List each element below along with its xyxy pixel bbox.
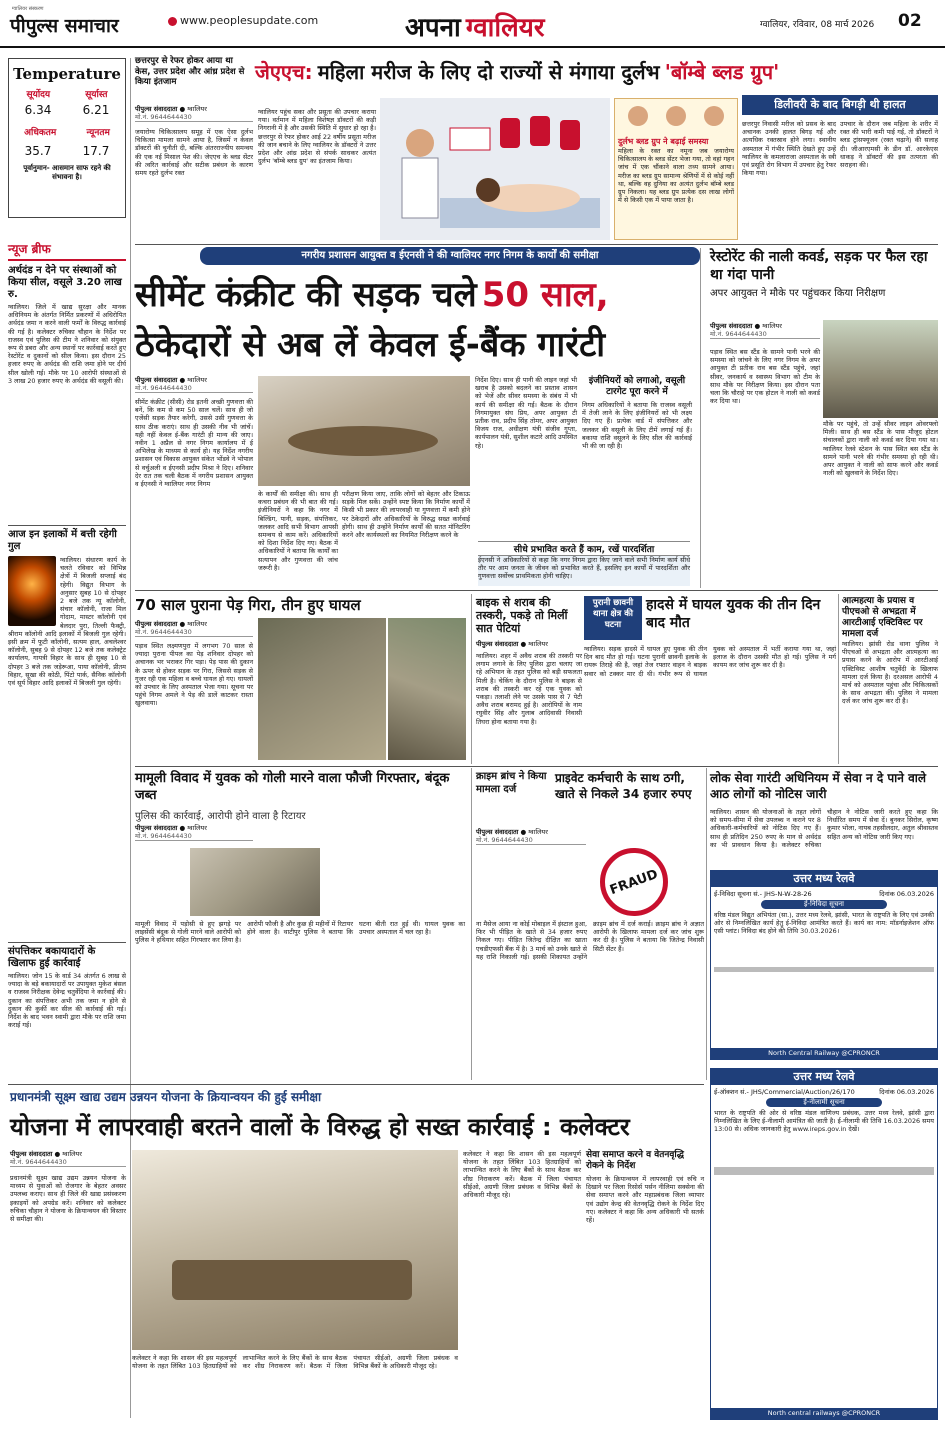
pm-body-1: प्रधानमंत्री सूक्ष्म खाद्य उद्यम उन्नयन योजना के माध्यम से युवाओं को रोजगार के बेहतर अवसर उपलब्ध कराए। साथ ही जिले की खाद्य प्रसंस्करण इकाइयों को अपग्रेड करें। शनिवार को कलेक्टर रुचिका चौहान ने योजना के क्रियान्वयन की विस्तार से समीक्षा की।: [10, 1174, 126, 1224]
railway-ad-1-footer: North Central Railway @CPRONCR: [711, 1048, 937, 1059]
bulb-photo: [8, 556, 56, 626]
blood-head-accent: 'बॉम्बे ब्लड ग्रुप': [664, 60, 780, 84]
blood-mobile: मो.नं. 9644644430: [135, 113, 253, 122]
patient-head: [476, 178, 500, 202]
brief1-body: ग्वालियर। जिले में खाद्य सुरक्षा और मानक अधिनियम के अंतर्गत निर्मित प्रकरणों में अधिरोपित अर्थदंड जमा न करने वाली फर्मों के विरुद्ध कार्रवाई की गई है। कलेक्टर रुचिका चौहान के निर्देश पर राजस्व एवं पुलिस की टीम ने शनिवार को संयुक्त रूप से डबरा और अन्य स्थानों पर कार्रवाई करते हुए रेस्टोरेंट व दुकानों को सील किया। इस दौरान 25 हजार रुपए के अर्थदंड की राशि जमा होने पर दीर्घ सील खोली गई। मौके पर 10 आरोपी संस्थाओं से 3 लाख 20 हजार रुपए के अर्थदंड की वसूली की।: [8, 303, 126, 385]
blood-byline-name: पीपुल्स संवाददाता: [135, 105, 178, 113]
meeting-photo: [258, 376, 470, 486]
doctor-coat: [402, 158, 438, 218]
accident-body: ग्वालियर। सड़क हादसे में घायल हुए युवक की तीन दिन बाद मौत हो गई। घटना पुरानी छावनी इलाके के रायरू तिराहे की है, जहां तेज रफ्तार वाहन ने बाइक सवार को टक्कर मार दी थी। गंभीर रूप से घायल युवक को अस्पताल में भर्ती कराया गया था, जहां इलाज के दौरान उसकी मौत हो गई। पुलिस ने मर्ग कायम कर जांच शुरू कर दी है।: [584, 645, 836, 678]
blood-right-1: छत्तरपुर निवासी मरीज को प्रसव के बाद अचानक उनकी हालत बिगड़ गई और अत्यधिक रक्तस्राव होने लगा। स्थानीय अस्पताल में गंभीर स्थिति देखते हुए उन्हें ग्वालियर के कमलाराजा अस्पताल के स्त्री एवं प्रसूति रोग विभाग में उपचार हेतु रेफर किया गया।: [742, 120, 836, 178]
road-head-text: सीमेंट कंक्रीट की सड़क चले: [135, 275, 477, 315]
brief3-body: ग्वालियर। जोन 15 के वार्ड 34 अंतर्गत 6 लाख से ज्यादा के बड़े बकायादारों पर उपायुक्त मुकेश बंसल व राजस्व निरीक्षक देवेन्द्र चतुर्वेदिया ने कार्रवाई की। दुकान का संपत्तिकर अभी तक जमा न होने से दुकान की कुर्की कर सील की कार्रवाई की गई। निर्देश के बाद भवन स्वामी द्वारा मौके पर राशि जमा कराई गई।: [8, 972, 126, 1030]
pm-byline: पीपुल्स संवाददाता ● ग्वालियर मो.नं. 9644644430: [10, 1150, 126, 1169]
drain-sub: अपर आयुक्त ने मौके पर पहुंचकर किया निरीक्षण: [710, 288, 886, 299]
tree-byline: पीपुल्स संवाददाता ● ग्वालियर मो.नं. 9644644430: [135, 620, 253, 639]
crime-headline: प्राइवेट कर्मचारी के साथ ठगी, खाते से निकले 34 हजार रुपए: [555, 771, 692, 801]
railway-ad-2-subtitle: ई-नीलामी सूचना: [766, 1098, 882, 1107]
pm-body-2: कलेक्टर ने कहा कि शासन की इस महत्वपूर्ण योजना के तहत लिंबित 103 हितग्राहियों को लाभान्वित करने के लिए बैंकों के साथ बैठक कर शीघ्र निराकरण करें। बैठक में जिला पंचायत सीईओ, अग्रणी जिला प्रबंधक व विभिन्न बैंकों के अधिकारी मौजूद रहे।: [132, 1354, 458, 1371]
road-body-1: सीमेंट कंक्रीट (सीसी) रोड इतनी अच्छी गुणवत्ता की बनें, कि कम से कम 50 साल चलें। साथ ही जो एजेंसी सड़क तैयार करेगी, उससे उसी गुणवत्ता के साथ ठीक कराएं। साथ ही उसकी नीव भी जांचें। यही नहीं केवल ई-बैंक गारंटी ही मान्य की जाए। नवीन 1 अप्रैल से नगर निगम कार्यालय में ई अभिलेख के माध्यम से कार्य हो। यह निर्देश नगरीय प्रशासन एवं विकास आयुक्त संकेत भोंडवे ने भोपाल से वर्चुअली व ईएनसी प्रदीप मिश्रा ने दिए। शनिवार देर रात तक चली बैठक में नगरीय प्रशासन आयुक्त व ईएनसी ने ग्वालियर नगर निगम: [135, 398, 253, 489]
min-label: न्यूनतम: [86, 128, 110, 138]
sun-values: [9, 103, 125, 117]
gun-photo: [190, 848, 320, 916]
engineer-box-title: इंजीनियरों को लगाओ, वसूली टारगेट पूरा करने में: [588, 376, 686, 397]
brief2-body: ग्वालियर। संधारण कार्य के चलते रविवार को विभिन्न क्षेत्रों में बिजली सप्लाई बंद रहेगी। विद्युत विभाग के अनुसार सुबह 10 से दोपहर 2 बजे तक न्यू कॉलोनी, संचार कॉलोनी, राजा मिल गोदाम, मास्टर कॉलोनी एवं बेलदार पुरा, तिल्ली फैक्ट्री, श्रीराम कॉलोनी आदि इलाकों में बिजली गुल रहेगी। इसी क्रम में फूटी कॉलोनी, सत्यम हाल, अचलेश्वर कॉलोनी, सुबह 9 से दोपहर 12 बजे तक कलेक्ट्रेट कार्यालय, गायत्री विहार के साथ ही सुबह 10 से दोपहर 3 बजे तक जड़ेरूआ, पाया कॉलोनी, प्रीतम विहार, सूखा की कोठी, पिंटो पार्क, सैनिक कॉलोनी एवं सूर्य विहार आदि इलाकों में बिजली गुल रहेगी।: [8, 556, 126, 688]
temp-labels: [9, 125, 125, 138]
blood-right-2: उपचार के दौरान जब महिला के शरीर में रक्त की भारी कमी पाई गई, तो डॉक्टरों ने ब्लड ट्रांसफ्यूजन (रक्त चढ़ाने) की सलाह दी। जीआरएमसी के डीन डॉ. आरकेएस धाकड़ ने डॉक्टरों की इस तत्परता की सराहना की।: [840, 120, 938, 170]
drain-photo: [823, 320, 938, 418]
blood-label: जेएएच:: [255, 60, 313, 84]
drain-byline: पीपुल्स संवाददाता ● ग्वालियर मो.नं. 9644644430: [710, 322, 820, 341]
road-body-2: के कार्यों की समीक्षा की। साथ ही कचरा प्रबंधन की भी बात की गई। इंजीनियरों ने कहा कि नगर में बिल्डिंग, पानी, सड़क, संपत्तिकर, जलकर आदि सभी विभाग आपसी समन्वय से काम करें। अधिकारियों को दिशा निर्देश दिए गए। बैठक में अधिकारियों ने बताया कि कार्यों का सत्यापन और गुणवत्ता की जांच जरूरी है।: [258, 490, 338, 572]
section-city: ग्वालियर: [465, 13, 545, 43]
blood-bag-3: [560, 120, 580, 150]
road-headline-2: ठेकेदारों से अब लें केवल ई-बैंक गारंटी: [135, 325, 606, 365]
railway-ad-2-date: दिनांक 06.03.2026: [879, 1088, 934, 1096]
blood-illustration: [380, 98, 610, 240]
cartoon-strip: [618, 102, 734, 132]
railway-ad-2-title: उत्तर मध्य रेलवे: [711, 1069, 937, 1085]
pm-byline-city: ग्वालियर: [62, 1150, 82, 1158]
road-body-3: परीक्षण किया जाए, ताकि लोगों को बेहतर और टिकाऊ सड़कें मिल सकें। उन्होंने स्पष्ट किया कि निर्माण कार्यों में किसी भी प्रकार की लापरवाही या गुणवत्ता में कमी होने पर ठेकेदारों और अधिकारियों के विरुद्ध सख्त कार्रवाई होगी। साथ ही उन्होंने निर्माण कार्यों की सतत मॉनिटरिंग करने और कार्यस्थलों का नियमित निरीक्षण करने के: [342, 490, 470, 540]
railway-ad-1-title: उत्तर मध्य रेलवे: [711, 871, 937, 887]
section-title: [405, 8, 655, 42]
blood-headline: [255, 58, 935, 92]
pm-box-body: योजना के क्रियान्वयन में लापरवाही एवं रुचि न दिखाने पर जिला रिसोर्स पर्सन नीलिमा सक्सेना की सेवा समाप्त करने और महाप्रबंधक जिला व्यापार एवं उद्योग केन्द्र की वेतनवृद्धि रोकने के निर्देश दिए गए। कलेक्टर ने कहा कि अन्य अधिकारी भी सतर्क रहें।: [586, 1175, 704, 1225]
gun-sub: पुलिस की कार्रवाई, आरोपी होने वाला है रिटायर: [135, 811, 306, 822]
crime-body: ना मैसेज आया ना कोई मोबाइल में इंस्टाल हुआ, फिर भी पीड़ित के खाते से 34 हजार रुपए निकल गए। पीड़ित जितेन्द्र दीक्षित का खाता एचडीएफसी बैंक में है। 3 मार्च को उनके खाते से यह राशि निकाली गई। इसकी शिकायत उन्होंने क्राइम ब्रांच में दर्ज कराई। क्राइम ब्रांच ने अज्ञात आरोपी के खिलाफ मामला दर्ज कर जांच शुरू कर दी है। पुलिस ने बताया कि जितेन्द्र निवासी सिटी सेंटर हैं।: [476, 920, 704, 961]
ambulance: [450, 128, 490, 150]
road-byline-name: पीपुल्स संवाददाता: [135, 376, 178, 384]
drain-byline-name: पीपुल्स संवाददाता: [710, 322, 753, 330]
blood-byline-city: ग्वालियर: [187, 105, 207, 113]
tree-headline: 70 साल पुराना पेड़ गिरा, तीन हुए घायल: [135, 596, 361, 614]
pm-body-3: कलेक्टर ने कहा कि शासन की इस महत्वपूर्ण योजना के तहत लिंबित 103 हितग्राहियों को लाभान्वित करने के लिए बैंकों के साथ बैठक कर शीघ्र निराकरण करें। बैठक में जिला पंचायत सीईओ, अग्रणी जिला प्रबंधक व विभिन्न बैंकों के अधिकारी मौजूद रहे।: [463, 1150, 581, 1200]
crime-byline-name: पीपुल्स संवाददाता: [476, 828, 519, 836]
pm-strap: प्रधानमंत्री सूक्ष्म खाद्य उद्यम उन्नयन योजना के क्रियान्वयन की हुई समीक्षा: [10, 1090, 322, 1104]
railway-ad-2-footer: North central railways @CPRONCR: [711, 1408, 937, 1419]
road-strap: नगरीय प्रशासन आयुक्त व ईएनसी ने की ग्वालियर नगर निगम के कार्यों की समीक्षा: [200, 247, 700, 265]
doctor-head: [406, 129, 434, 157]
accident-label: पुरानी छावनी थाना क्षेत्र की घटना: [584, 596, 642, 640]
pm-headline: योजना में लापरवाही बरतने वालों के विरुद्ध हो सख्त कार्रवाई : कलेक्टर: [10, 1113, 630, 1141]
road-head-accent: 50 साल,: [481, 275, 609, 315]
drain-body-1: पड़ाव स्थित बस स्टैंड के सामने पानी भरने की समस्या को जांचने के लिए नगर निगम के अपर आयुक्त टी प्रतीक राव बस स्टैंड पहुंचे, जहां सीवर, जनकार्य व स्वास्थ्य विभाग को टीम के साथ मौके पर निरीक्षण किया। इस दौरान पता चला कि चौराहे पर एक होटल ने नाली को कवर्ड कर दिया था।: [710, 348, 820, 406]
gun-mobile: मो.नं. 9644644430: [135, 832, 253, 841]
road-mobile: मो.नं. 9644644430: [135, 384, 253, 393]
road-byline: पीपुल्स संवाददाता ● ग्वालियर मो.नं. 9644644430: [135, 376, 253, 395]
tree-body: पड़ाव स्थित लक्ष्मणपुरा में लगभग 70 साल से ज्यादा पुराना पीपल का पेड़ शनिवार दोपहर को अचानक भर भराकर गिर पड़ा। पेड़ पास की दुकान के ऊपर से होकर सड़क पर गिरा, जिससे सड़क से गुजर रही एक महिला व बच्चे घायल हो गए। घायलों को उपचार के लिए अस्पताल भेजा गया। सूचना पर पहुंचे निगम अमले ने पेड़ की डालें काटकर रास्ता खुलवाया।: [135, 642, 253, 708]
pm-meeting-photo: [132, 1150, 458, 1350]
road-byline-city: ग्वालियर: [187, 376, 207, 384]
min-value: 17.7: [82, 144, 110, 158]
section-word: अपना: [405, 13, 461, 43]
brief1-head: अर्थदंड न देने पर संस्थाओं को किया सील, वसूले 3.20 लाख रु.: [8, 265, 122, 300]
pm-byline-name: पीपुल्स संवाददाता: [10, 1150, 53, 1158]
crime-label: क्राइम ब्रांच ने किया मामला दर्ज: [476, 771, 547, 795]
temp-values: [9, 144, 125, 158]
bike-byline-city: ग्वालियर: [528, 640, 548, 648]
blood-kicker: छत्तरपुर से रेफर होकर आया था केस, उत्तर प्रदेश और आंध्र प्रदेश से किया इंतजाम: [135, 56, 245, 87]
road-sub-strap: सीधे प्रभावित करते हैं काम, रखें पारदर्शिता: [478, 541, 690, 556]
blood-byline: पीपुल्स संवाददाता ● ग्वालियर मो.नं. 9644644430: [135, 105, 253, 124]
railway-ad-1: [710, 870, 938, 1060]
website-link[interactable]: www.peoplesupdate.com: [180, 14, 319, 27]
tree-photo-2: [388, 618, 466, 760]
railway-ad-2: [710, 1068, 938, 1420]
pm-box-title: सेवा समाप्त करने व वेतनवृद्धि रोकने के निर्देश: [586, 1150, 684, 1171]
pm-mobile: मो.नं. 9644644430: [10, 1158, 126, 1167]
sunrise-value: 6.34: [24, 103, 52, 117]
dateline: ग्वालियर, रविवार, 08 मार्च 2026: [760, 20, 875, 30]
masthead: [0, 0, 945, 48]
blood-box: [614, 98, 738, 240]
gun-body: मामूली विवाद में पड़ोसी से हुए झगड़े पर लाइसेंसी बंदूक से गोली मारने वाले आरोपी को पुलिस ने हथियार सहित गिरफ्तार कर लिया है। आरोपी फौजी है और कुछ ही महीनों में रिटायर होने वाला है। थाटीपुर पुलिस ने बताया कि घटना बीती रात हुई थी। घायल युवक का उपचार अस्पताल में चल रहा है।: [135, 920, 465, 945]
globe-icon: [168, 17, 177, 26]
railway-ad-1-table: [711, 967, 937, 972]
blood-body-2: ग्वालियर पहुंच सका और प्रसूता की उपचार कराया गया। वर्तमान में महिला विशेषज्ञ डॉक्टरों की कड़ी निगरानी में है और उसकी स्थिति में सुधार हो रहा है। छत्तरपुर से रेफर होकर आई 22 वर्षीय प्रसूता मरीज की जान बचाने के लिए ग्वालियर के डॉक्टरों ने उत्तर प्रदेश और आंध्र प्रदेश से संपर्क साधकर अत्यंत दुर्लभ 'बॉम्बे ब्लड ग्रुप' का इंतजाम किया।: [258, 108, 376, 166]
drain-mobile: मो.नं. 9644644430: [710, 330, 820, 339]
bike-byline: पीपुल्स संवाददाता ● ग्वालियर: [476, 640, 548, 648]
blood-box-body: महिला के रक्त का नमूना जब जयारोग्य चिकित्सालय के ब्लड सेंटर भेजा गया, तो वहां गहन जांच में एक चौंकाने वाला तथ्य सामने आया। मरीज का ब्लड ग्रुप सामान्य श्रेणियों में से कोई नहीं था, बल्कि वह दुनिया का अत्यंत दुर्लभ बॉम्बे ब्लड ग्रुप निकला। यह ब्लड ग्रुप प्रत्येक दस लाख लोगों में से किसी एक में पाया जाता है।: [618, 147, 734, 205]
brief3-head: संपत्तिकर बकायादारों के खिलाफ हुई कार्रवाई: [8, 942, 126, 970]
pm-box: [586, 1150, 704, 1420]
blood-subhead: डिलीवरी के बाद बिगड़ी थी हालत: [742, 95, 938, 115]
news-brief-title: न्यूज ब्रीफ: [8, 240, 126, 261]
brand-logo: [10, 6, 160, 40]
fraud-stamp-text: FRAUD: [607, 866, 661, 898]
tree-byline-city: ग्वालियर: [187, 620, 207, 628]
crime-byline: पीपुल्स संवाददाता ● ग्वालियर मो.नं. 9644644430: [476, 828, 586, 847]
road-sub-body: ईएनसी ने अधिकारियों से कहा कि नगर निगम द्वारा किए जाने वाले सभी निर्माण कार्य सीधे तौर पर आम जनता के जीवन को प्रभावित करते हैं, इसलिए इन कार्यों में पारदर्शिता और गुणवत्ता सर्वोच्च प्राथमिकता होनी चाहिए।: [478, 556, 690, 586]
police-headline: आत्महत्या के प्रयास व पीएचओ से अभद्रता में आरटीआई एक्टिविस्ट पर मामला दर्ज: [842, 596, 923, 639]
bike-body: ग्वालियर। शहर में अवैध शराब की तस्करी पर लगाम लगाने के लिए पुलिस द्वारा चलाए जा रहे अभियान के तहत पुलिस को बड़ी सफलता मिली है। चेकिंग के दौरान पुलिस ने बाइक से शराब की तस्करी कर रहे एक युवक को पकड़ा। तलाशी लेने पर उसके पास से 7 पेटी अवैध शराब बरामद हुई है। आरोपियों के नाम रघुवीर सिंह और गुलाब आदिवासी निवासी तिघरा होना बताया गया है।: [476, 652, 582, 726]
gun-byline-city: ग्वालियर: [187, 824, 207, 832]
tree-photo-1: [258, 618, 386, 760]
max-value: 35.7: [24, 144, 52, 158]
forecast-note: पूर्वानुमान- आसमान साफ रहने की संभावना है।: [23, 164, 111, 181]
road-body-4: निर्देश दिए। साथ ही पानी की लाइन जहां भी खराब है उसको बदलने का प्रस्ताव शासन को भेजें और सीवर समस्या के संबंध में भी कार्य की समीक्षा की गई। बैठक के दौरान निगमायुक्त संघ प्रिय, अपर आयुक्त टी प्रतीक राव, प्रदीप सिंह तोमर, अपर आयुक्त विजय राज, अधीक्षण यंत्री संजीव गुप्ता, कार्यपालन यंत्री, सुशील कटारे आदि उपस्थित रहे।: [475, 376, 578, 450]
sun-labels: [9, 87, 125, 100]
drain-byline-city: ग्वालियर: [762, 322, 782, 330]
gun-byline-name: पीपुल्स संवाददाता: [135, 824, 178, 832]
drain-body-2: मौके पर पहुंचे, तो उन्हें सीवर लाइन ओवरफ्लो मिली। साथ ही बस स्टैंड के पास मौजूद होटल संचालकों द्वारा नाली को कवर्ड कर दिया गया था। ग्वालियर रेलवे स्टेशन के पास स्थित बस स्टैंड के सामने पानी भरने की गंभीर समस्या हो रही थी। अपर आयुक्त ने नाली को साफ करने और कवर्ड नाली को खुलवाने के निर्देश दिए।: [823, 420, 938, 478]
engineer-box: [582, 376, 692, 538]
bike-headline: बाइक से शराब की तस्करी, पकड़े तो मिलीं सात पेटियां: [476, 596, 568, 635]
brand-small: ग्वालियर संस्करण: [12, 6, 44, 12]
blood-bag-2: [530, 116, 550, 146]
blood-bag-1: [500, 118, 520, 148]
page-number: 02: [898, 11, 922, 31]
tree-byline-name: पीपुल्स संवाददाता: [135, 620, 178, 628]
blood-body-1: जयारोग्य चिकित्सालय समूह में एक ऐसा दुर्लभ चिकित्सा मामला सामने आया है, जिसमें न केवल डॉक्टरों की चुनौती दी, बल्कि अंतरराज्यीय समन्वय की एक नई मिसाल पेश की। जेएएच के ब्लड सेंटर की त्वरित कार्रवाई और सटीक प्रबंधन के कारण समय रहते दुर्लभ रक्त: [135, 128, 253, 178]
bike-byline-name: पीपुल्स संवाददाता: [476, 640, 519, 648]
road-headline-1: [135, 270, 695, 316]
engineer-box-body: निगम अधिकारियों ने बताया कि राजस्व वसूली में तेजी लाने के लिए इंजीनियरों को भी लक्ष्य दिए गए हैं। प्रत्येक वार्ड में संपत्तिकर और जलकर की वसूली के लिए टीमें लगाई गई हैं। बकाया राशि वसूलने के लिए सील की कार्रवाई भी की जा रही है।: [582, 401, 692, 451]
lok-seva-headline: लोक सेवा गारंटी अधिनियम में सेवा न दे पाने वाले आठ लोगों को नोटिस जारी: [710, 771, 927, 801]
railway-ad-1-date: दिनांक 06.03.2026: [879, 890, 934, 898]
fraud-stamp: [600, 848, 668, 916]
drain-headline: रेस्टोरेंट की नाली कवर्ड, सड़क पर फैल रहा था गंदा पानी: [710, 249, 928, 283]
sunrise-label: सूर्योदय: [26, 90, 51, 100]
railway-ad-1-subtitle: ई-निविदा सूचना: [761, 900, 887, 909]
railway-ad-1-body: वरिष्ठ मंडल विद्युत अभियंता (सा.), उत्तर मध्य रेलवे, झांसी, भारत के राष्ट्रपति के लिए एवं उनकी ओर से निम्नलिखित कार्य हेतु ई-निविदा आमंत्रित करते हैं। कार्य का नाम: मॉडर्नाइजेशन ऑफ एसी प्लांट। निविदा बंद होने की तिथि 30.03.2026।: [714, 911, 934, 936]
gun-byline: पीपुल्स संवाददाता ● ग्वालियर मो.नं. 9644644430: [135, 824, 253, 843]
brief2-head: आज इन इलाकों में बत्ती रहेगी गुल: [8, 525, 126, 553]
railway-ad-2-table: [711, 1167, 937, 1175]
temperature-title: Temperature: [13, 65, 121, 83]
blood-box-title: दुर्लभ ब्लड ग्रुप ने बढ़ाई समस्या: [618, 137, 709, 146]
gun-headline: मामूली विवाद में युवक को गोली मारने वाला फौजी गिरफ्तार, बंदूक जब्त: [135, 771, 450, 803]
temperature-box: [8, 58, 126, 218]
police-body: ग्वालियर। झांसी रोड थाना पुलिस ने पीएचओ से अभद्रता और आत्महत्या का प्रयास करने के आरोप में आरटीआई एक्टिविस्ट आशीष चतुर्वेदी के खिलाफ मामला दर्ज किया है। दरअसल आरोपी 4 मार्च को अस्पताल पहुंचा और चिकित्सकों के साथ अभद्रता की। पुलिस ने मामला दर्ज कर जांच शुरू कर दी है।: [842, 640, 938, 706]
crime-mobile: मो.नं. 9644644430: [476, 836, 586, 845]
railway-ad-1-notice: ई-निविदा सूचना सं.- JHS-N-W-28-26: [714, 890, 812, 898]
brand-name: पीपुल्स समाचार: [10, 15, 119, 37]
railway-ad-2-notice: ई-ऑक्शन सं.- JHS/Commercial/Auction/26/170: [714, 1088, 855, 1096]
accident-headline: हादसे में घायल युवक की तीन दिन बाद मौत: [646, 597, 821, 631]
crime-byline-city: ग्वालियर: [528, 828, 548, 836]
tree-mobile: मो.नं. 9644644430: [135, 628, 253, 637]
railway-ad-2-body: भारत के राष्ट्रपति की ओर से वरिष्ठ मंडल वाणिज्य प्रबंधक, उत्तर मध्य रेलवे, झांसी द्वारा निम्नलिखित के लिए ई-नीलामी आमंत्रित की जाती है। ई-नीलामी की तिथि 16.03.2026 समय 13:00 से। अधिक जानकारी हेतु www.ireps.gov.in देखें।: [714, 1109, 934, 1134]
blood-head-text: महिला मरीज के लिए दो राज्यों से मंगाया दुर्लभ: [317, 60, 660, 84]
sunset-label: सूर्यास्त: [85, 90, 108, 100]
max-label: अधिकतम: [24, 128, 57, 138]
lok-seva-body: ग्वालियर। शासन की योजनाओं के तहत लोगों को समय-सीमा में सेवा उपलब्ध न कराने पर 8 अधिकारी-कर्मचारियों को नोटिस दिए गए हैं। साथ ही प्रतिदिन 250 रुपए के मान से अर्थदंड का भी प्रावधान किया है। कलेक्टर रुचिका चौहान ने नोटिस जारी करते हुए कहा कि निर्धारित समय में सेवा दें। बुनकर सिरोल, कृष्ण कुमार भोला, नायब तहसीलदार, अतुल श्रीवास्तव सहित अन्य को नोटिस जारी किए गए।: [710, 808, 938, 849]
sunset-value: 6.21: [82, 103, 110, 117]
